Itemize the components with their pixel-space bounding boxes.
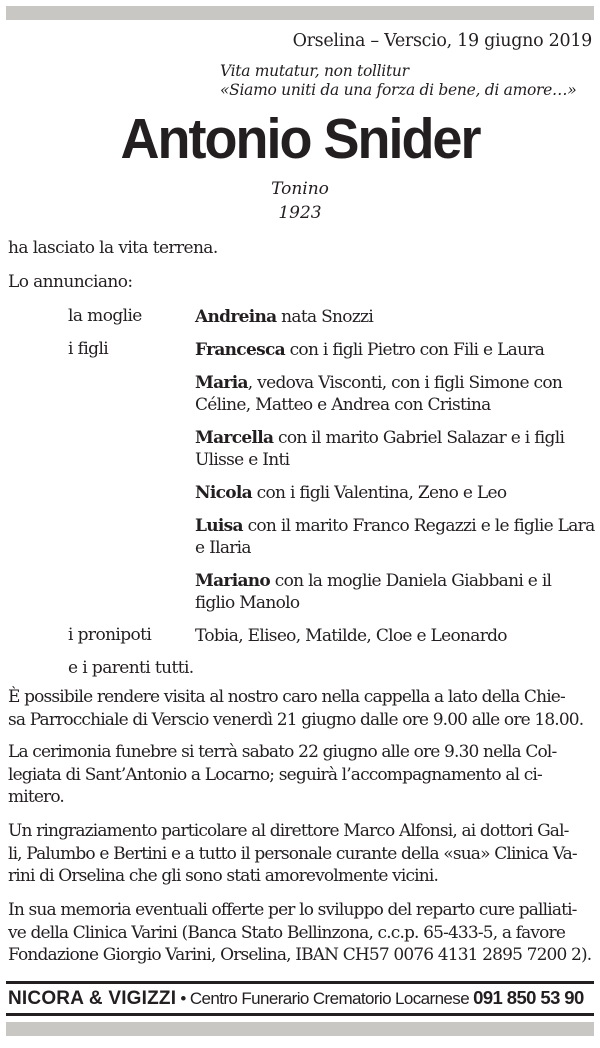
- visit-paragraph: [8, 686, 592, 731]
- intro-text: ha lasciato la vita terrena.: [8, 238, 218, 258]
- paragraph-line: La cerimonia funebre si terrà sabato 22 giugno alle ore 9.30 nella Col-: [8, 742, 557, 762]
- funeral-home-phone: 091 850 53 90: [473, 987, 584, 1008]
- child-detail: con i figli Valentina, Zeno e Leo: [251, 483, 507, 503]
- wife-name: Andreina: [195, 307, 277, 327]
- motto-line-1: Vita mutatur, non tollitur: [220, 62, 409, 80]
- paragraph-line: Fondazione Giorgio Varini, Orselina, IBAN CH57 0076 4131 2895 7200 2).: [8, 945, 592, 965]
- child-detail: con i figli Pietro con Fili e Laura: [284, 340, 545, 360]
- funeral-home-service: Centro Funerario Crematorio Locarnese: [189, 989, 470, 1008]
- paragraph-line: sa Parrocchiale di Verscio venerdì 21 giugno dalle ore 9.00 alle ore 18.00.: [8, 709, 584, 730]
- child-entry: [195, 427, 595, 471]
- paragraph-line: legiata di Sant’Antonio a Locarno; seguirà l’accompagnamento al ci-: [8, 764, 542, 785]
- child-entry: [195, 482, 595, 504]
- child-name: Mariano: [195, 571, 271, 591]
- paragraph-line: È possibile rendere visita al nostro caro nella cappella a lato della Chie-: [8, 687, 565, 707]
- great-grandchildren-names: Tobia, Eliseo, Matilde, Cloe e Leonardo: [195, 626, 507, 646]
- top-grey-bar: [6, 6, 594, 20]
- child-name: Luisa: [195, 516, 243, 536]
- announcers-label: Lo annunciano:: [8, 272, 133, 292]
- role-children: i figli: [68, 339, 109, 359]
- paragraph-line: In sua memoria eventuali offerte per lo sviluppo del reparto cure palliati-: [8, 900, 577, 920]
- child-detail: con la moglie Daniela Giabbani e il figlio Manolo: [195, 571, 552, 613]
- dateline: Orselina – Verscio, 19 giugno 2019: [292, 31, 592, 51]
- birth-year: 1923: [278, 203, 322, 223]
- child-entry: [195, 372, 595, 416]
- role-wife: la moglie: [68, 306, 142, 326]
- child-name: Nicola: [195, 483, 252, 503]
- motto: [220, 62, 590, 100]
- motto-line-2: «Siamo uniti da una forza di bene, di amore…»: [220, 81, 577, 99]
- paragraph-line: li, Palumbo e Bertini e a tutto il personale curante della «sua» Clinica Va-: [8, 843, 577, 864]
- bottom-grey-bar: [6, 1022, 594, 1036]
- child-name: Maria: [195, 373, 248, 393]
- child-entry: [195, 339, 595, 361]
- paragraph-line: mitero.: [8, 787, 64, 807]
- footer-separator: •: [176, 989, 190, 1008]
- child-name: Marcella: [195, 428, 274, 448]
- footer-bottom-rule: [6, 1013, 594, 1016]
- role-great-grandchildren: i pronipoti: [68, 625, 152, 645]
- child-detail: , vedova Visconti, con i figli Simone con Céline, Matteo e Andrea con Cristina: [195, 373, 563, 415]
- footer-top-rule: [6, 981, 594, 984]
- wife-entry: [195, 306, 595, 328]
- paragraph-line: rini di Orselina che gli sono stati amorevolmente vicini.: [8, 866, 439, 886]
- funeral-home-footer: [8, 987, 592, 1010]
- child-detail: con il marito Gabriel Salazar e i figli Ulisse e Inti: [195, 428, 565, 470]
- child-detail: con il marito Franco Regazzi e le figlie Lara e Ilaria: [195, 516, 595, 558]
- relatives-text: e i parenti tutti.: [68, 658, 194, 678]
- child-entry: [195, 515, 595, 559]
- child-entry: [195, 570, 595, 614]
- paragraph-line: Un ringraziamento particolare al direttore Marco Alfonsi, ai dottori Gal-: [8, 821, 569, 841]
- paragraph-line: ve della Clinica Varini (Banca Stato Bellinzona, c.c.p. 65-433-5, a favore: [8, 922, 566, 943]
- wife-detail: nata Snozzi: [276, 307, 374, 327]
- deceased-nickname: Tonino: [271, 179, 329, 199]
- ceremony-paragraph: [8, 741, 592, 809]
- child-name: Francesca: [195, 340, 285, 360]
- deceased-name: Antonio Snider: [120, 107, 480, 171]
- funeral-home-name: NICORA & VIGIZZI: [8, 988, 177, 1009]
- thanks-paragraph: [8, 820, 592, 888]
- donations-paragraph: [8, 899, 592, 967]
